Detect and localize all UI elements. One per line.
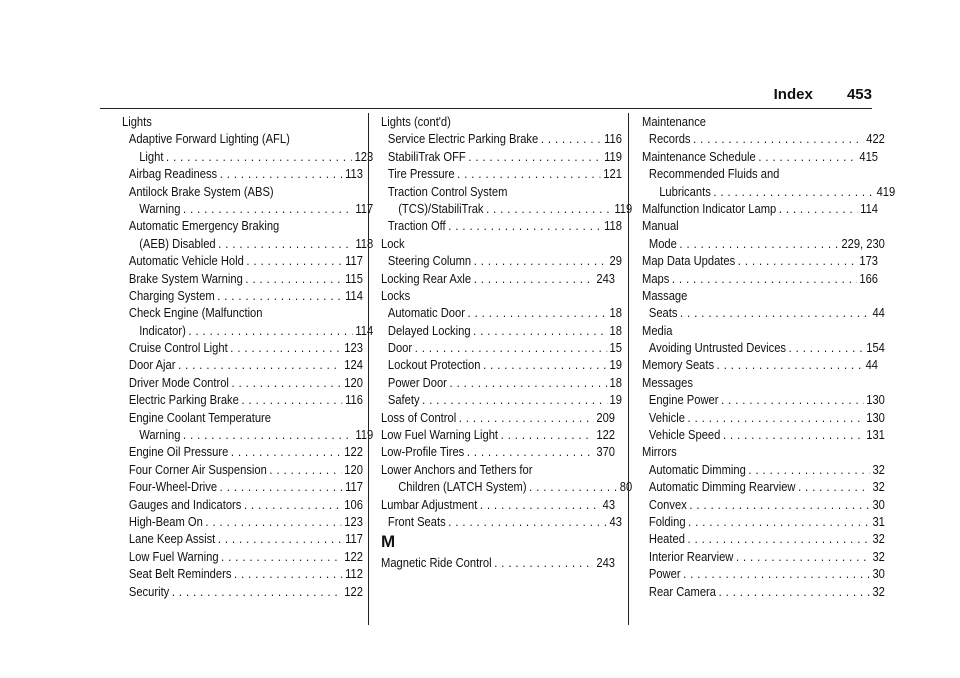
index-entry-term: Automatic Emergency Braking [128, 218, 280, 234]
index-entry-term: Interior Rearview [648, 548, 734, 564]
index-entry-page[interactable]: 15 [609, 340, 622, 356]
index-entry[interactable] [122, 548, 363, 565]
index-entry-term: Lock [381, 235, 405, 251]
index-entry[interactable] [381, 443, 615, 460]
index-entry-term: Warning [139, 427, 181, 443]
index-entry-term: (AEB) Disabled [139, 235, 216, 251]
index-entry[interactable] [122, 113, 356, 130]
index-entry-term: Traction Control System [387, 183, 508, 199]
index-entry[interactable] [381, 409, 615, 426]
index-entry-page[interactable]: 173 [859, 253, 879, 269]
index-entry-page[interactable]: 115 [345, 270, 363, 286]
index-entry[interactable] [381, 217, 622, 234]
index-entry[interactable] [642, 583, 885, 600]
index-entry-term: Manual [642, 218, 679, 234]
dot-leader [723, 426, 864, 443]
index-entry-term: Maintenance [642, 114, 707, 129]
index-entry[interactable] [381, 113, 615, 130]
column-divider [628, 113, 629, 625]
index-entry-page[interactable]: 30 [872, 496, 885, 512]
index-entry-term: Engine Power [648, 392, 719, 408]
index-entry-page[interactable]: 44 [865, 357, 879, 373]
dot-leader [449, 374, 606, 391]
index-entry[interactable] [642, 165, 885, 182]
index-entry-page[interactable]: 117 [345, 531, 363, 547]
dot-leader [231, 443, 342, 460]
index-entry-page[interactable]: 166 [859, 270, 879, 286]
index-entry[interactable] [642, 148, 878, 165]
index-entry[interactable] [381, 235, 615, 252]
index-entry-term: Heated [648, 531, 685, 547]
index-entry-term: Four-Wheel-Drive [128, 479, 218, 495]
index-entry-term: Power Door [387, 374, 447, 390]
index-entry[interactable] [122, 200, 373, 217]
index-entry[interactable] [642, 235, 885, 252]
dot-leader [205, 513, 341, 530]
dot-leader [422, 391, 607, 408]
index-entry[interactable] [381, 513, 622, 530]
index-entry-term: Rear Camera [648, 583, 716, 599]
index-entry[interactable] [122, 322, 373, 339]
index-entry[interactable] [642, 530, 885, 547]
index-entry[interactable] [122, 130, 363, 147]
index-entry-page[interactable]: 114 [860, 200, 879, 216]
index-entry-page[interactable]: 120 [344, 461, 363, 477]
index-entry[interactable] [642, 461, 885, 478]
index-entry-term: Loss of Control [381, 409, 457, 425]
index-entry[interactable] [381, 391, 622, 408]
index-entry-term: Maintenance Schedule [642, 148, 756, 164]
index-entry[interactable] [642, 391, 885, 408]
dot-leader [672, 270, 857, 287]
index-entry-term: Records [648, 131, 691, 147]
dot-leader [474, 270, 594, 287]
index-entry-term: Traction Off [387, 218, 446, 234]
index-entry-page[interactable]: 116 [345, 392, 363, 408]
index-entry-page[interactable]: 209 [596, 409, 616, 425]
index-column-2 [381, 113, 633, 572]
index-entry-term: Recommended Fluids and [648, 166, 780, 182]
index-entry-page[interactable]: 18 [609, 322, 622, 338]
index-entry-term: Warning [139, 200, 181, 216]
dot-leader [415, 339, 607, 356]
dot-leader [494, 554, 594, 571]
index-entry-page[interactable]: 229, 230 [841, 235, 885, 251]
dot-leader [172, 583, 342, 600]
index-entry[interactable] [642, 270, 878, 287]
index-entry-term: Convex [648, 496, 687, 512]
index-entry-page[interactable]: 31 [872, 513, 885, 529]
index-entry-page[interactable]: 117 [345, 253, 363, 269]
index-entry-page[interactable]: 32 [872, 479, 885, 495]
dot-leader [688, 530, 870, 547]
index-entry-term: Adaptive Forward Lighting (AFL) [128, 131, 290, 147]
dot-leader [483, 356, 607, 373]
index-entry[interactable] [381, 339, 622, 356]
index-entry-term: Children (LATCH System) [398, 479, 527, 495]
index-entry[interactable] [122, 304, 363, 321]
index-entry-term: Service Electric Parking Brake [387, 131, 539, 147]
index-entry[interactable] [381, 148, 622, 165]
index-entry-term: StabiliTrak OFF [387, 148, 466, 164]
index-entry[interactable] [122, 443, 363, 460]
dot-leader [232, 374, 342, 391]
index-entry[interactable] [642, 496, 885, 513]
index-entry[interactable] [642, 409, 885, 426]
index-entry-term: Map Data Updates [642, 253, 736, 269]
index-entry-page[interactable]: 19 [609, 392, 622, 408]
dot-leader [679, 235, 838, 252]
index-entry-term: Vehicle Speed [648, 427, 721, 443]
header-rule [100, 108, 872, 109]
index-entry-page[interactable]: 106 [344, 496, 363, 512]
index-entry[interactable] [122, 287, 363, 304]
index-entry-term: Automatic Dimming [648, 461, 746, 477]
index-entry-term: Avoiding Untrusted Devices [648, 340, 787, 356]
dot-leader [736, 548, 870, 565]
index-entry-page[interactable]: 30 [872, 566, 885, 582]
index-entry-page[interactable]: 123 [354, 148, 374, 164]
index-entry[interactable] [381, 200, 632, 217]
index-entry[interactable] [122, 165, 363, 182]
index-entry-page[interactable]: 243 [596, 270, 616, 286]
index-entry-term: Low-Profile Tires [381, 444, 465, 460]
dot-leader [789, 339, 864, 356]
index-entry[interactable] [642, 304, 885, 321]
index-entry[interactable] [381, 426, 615, 443]
index-entry-term: Vehicle [648, 409, 685, 425]
index-entry-page[interactable]: 118 [604, 218, 622, 234]
index-entry-term: Seat Belt Reminders [128, 566, 232, 582]
index-entry-term: Safety [387, 392, 420, 408]
index-entry-page[interactable]: 123 [344, 340, 363, 356]
dot-leader [688, 513, 870, 530]
index-entry-page[interactable]: 80 [619, 479, 633, 495]
index-entry[interactable] [122, 356, 363, 373]
index-entry-term: Mode [648, 235, 677, 251]
dot-leader [721, 391, 864, 408]
index-entry[interactable] [122, 339, 363, 356]
index-entry-term: Electric Parking Brake [128, 392, 239, 408]
index-entry-term: Lumbar Adjustment [381, 496, 478, 512]
index-entry[interactable] [122, 148, 373, 165]
index-entry[interactable] [642, 443, 878, 460]
index-entry[interactable] [122, 183, 363, 200]
dot-leader [689, 496, 870, 513]
index-entry-term: Four Corner Air Suspension [128, 461, 267, 477]
index-entry-term: Driver Mode Control [128, 374, 229, 390]
index-entry-term: Media [642, 322, 673, 338]
index-entry-term: Low Fuel Warning Light [381, 427, 499, 443]
index-entry-term: Automatic Dimming Rearview [648, 479, 796, 495]
index-entry[interactable] [381, 165, 622, 182]
index-entry-page[interactable]: 43 [602, 496, 616, 512]
dot-leader [183, 200, 353, 217]
dot-leader [474, 252, 607, 269]
index-entry[interactable] [642, 200, 878, 217]
index-entry[interactable] [381, 183, 622, 200]
index-entry-page[interactable]: 415 [859, 148, 879, 164]
dot-leader [486, 200, 612, 217]
index-entry-term: Mirrors [642, 444, 677, 460]
index-entry-term: Gauges and Indicators [128, 496, 242, 512]
index-entry[interactable] [642, 252, 878, 269]
index-entry[interactable] [381, 304, 622, 321]
index-entry[interactable] [642, 478, 885, 495]
index-entry-term: Massage [642, 287, 688, 303]
index-entry-page[interactable]: 32 [872, 531, 885, 547]
index-entry-page[interactable]: 114 [345, 287, 363, 303]
index-column-1 [122, 113, 374, 600]
index-entry-term: Airbag Readiness [128, 166, 218, 182]
dot-leader [758, 148, 856, 165]
index-entry[interactable] [122, 513, 363, 530]
index-entry-term: Lights (cont'd) [381, 114, 451, 129]
index-entry-term: Low Fuel Warning [128, 548, 219, 564]
index-entry[interactable] [381, 287, 615, 304]
dot-leader [183, 426, 353, 443]
index-entry-page[interactable]: 18 [609, 374, 622, 390]
index-entry-page[interactable]: 117 [355, 200, 374, 216]
index-entry-page[interactable]: 18 [609, 305, 622, 321]
dot-leader [748, 461, 870, 478]
index-entry-term: Cruise Control Light [128, 340, 228, 356]
index-entry[interactable] [122, 565, 363, 582]
index-entry-term: Memory Seats [642, 357, 715, 373]
index-entry-page[interactable]: 121 [603, 166, 622, 182]
section-title: Index [773, 86, 813, 103]
index-entry[interactable] [381, 478, 632, 495]
index-entry[interactable] [122, 583, 363, 600]
dot-leader [541, 130, 602, 147]
index-entry-term: Maps [642, 270, 670, 286]
dot-leader [166, 148, 352, 165]
index-entry-term: Brake System Warning [128, 270, 243, 286]
dot-leader [245, 270, 342, 287]
dot-leader [234, 565, 343, 582]
dot-leader [188, 322, 352, 339]
index-letter-heading: M [381, 532, 396, 552]
index-entry-page[interactable]: 119 [614, 200, 633, 216]
page-number: 453 [846, 86, 872, 103]
index-entry-term: Seats [648, 305, 678, 321]
index-entry-term: Lights [122, 114, 152, 129]
index-entry-term: Check Engine (Malfunction [128, 305, 263, 321]
index-entry[interactable] [642, 426, 885, 443]
index-entry-page[interactable]: 116 [604, 131, 622, 147]
index-entry-term: Light [139, 148, 164, 164]
index-entry[interactable] [381, 130, 622, 147]
dot-leader [680, 304, 870, 321]
index-entry-term: Steering Column [387, 253, 472, 269]
dot-leader [457, 165, 601, 182]
dot-leader [220, 165, 343, 182]
index-entry-page[interactable]: 19 [609, 357, 622, 373]
index-entry-page[interactable]: 419 [876, 183, 896, 199]
index-entry-term: Lane Keep Assist [128, 531, 216, 547]
column-divider [368, 113, 369, 625]
dot-leader [467, 443, 594, 460]
dot-leader [178, 356, 342, 373]
index-entry[interactable] [642, 513, 885, 530]
index-entry-term: Tire Pressure [387, 166, 455, 182]
index-entry[interactable] [642, 565, 885, 582]
index-entry[interactable] [122, 496, 363, 513]
dot-leader [468, 304, 607, 321]
index-entry[interactable] [122, 530, 363, 547]
index-entry-page[interactable]: 114 [355, 322, 374, 338]
dot-leader [269, 461, 341, 478]
index-entry-term: High-Beam On [128, 513, 203, 529]
dot-leader [683, 565, 870, 582]
index-entry-page[interactable]: 122 [344, 548, 363, 564]
index-entry-term: Engine Coolant Temperature [128, 409, 272, 425]
index-entry-page[interactable]: 119 [604, 148, 622, 164]
index-entry-term: Charging System [128, 287, 215, 303]
dot-leader [244, 496, 342, 513]
index-entry-page[interactable]: 122 [344, 444, 363, 460]
dot-leader [218, 235, 353, 252]
index-entry-page[interactable]: 422 [866, 131, 885, 147]
index-entry-page[interactable]: 123 [344, 513, 363, 529]
dot-leader [713, 183, 874, 200]
index-entry[interactable] [642, 374, 878, 391]
index-entry-page[interactable]: 130 [866, 392, 885, 408]
index-entry-term: Lower Anchors and Tethers for [381, 461, 533, 477]
index-entry-page[interactable]: 122 [596, 427, 616, 443]
index-entry-page[interactable]: 32 [872, 583, 885, 599]
index-entry[interactable] [381, 461, 615, 478]
index-entry-page[interactable]: 370 [596, 444, 616, 460]
index-entry-page[interactable]: 119 [355, 427, 374, 443]
page-header [774, 86, 872, 103]
index-entry[interactable] [381, 252, 622, 269]
index-entry-page[interactable]: 124 [344, 357, 363, 373]
dot-leader [693, 130, 864, 147]
dot-leader [230, 339, 341, 356]
index-column-3 [642, 113, 896, 600]
dot-leader [779, 200, 858, 217]
dot-leader [717, 356, 863, 373]
index-entry[interactable] [122, 270, 363, 287]
index-entry-page[interactable]: 29 [609, 253, 622, 269]
index-entry-page[interactable]: 32 [872, 548, 885, 564]
index-entry[interactable] [642, 356, 878, 373]
index-entry-page[interactable]: 243 [596, 555, 616, 571]
index-entry[interactable] [122, 391, 363, 408]
dot-leader [459, 409, 594, 426]
dot-leader [221, 548, 342, 565]
index-entry[interactable] [381, 374, 622, 391]
index-entry-page[interactable]: 113 [345, 166, 363, 182]
index-entry-page[interactable]: 43 [609, 513, 622, 529]
index-entry-term: Messages [642, 374, 693, 390]
index-entry-term: Lubricants [659, 183, 711, 199]
dot-leader [220, 478, 343, 495]
index-entry-term: Security [128, 583, 170, 599]
index-entry-term: Delayed Locking [387, 322, 471, 338]
dot-leader [719, 583, 870, 600]
index-entry[interactable] [122, 235, 373, 252]
dot-leader [529, 478, 617, 495]
index-entry-page[interactable]: 131 [866, 427, 885, 443]
index-entry[interactable] [122, 409, 363, 426]
index-entry-page[interactable]: 32 [872, 461, 885, 477]
dot-leader [241, 391, 342, 408]
index-entry[interactable] [381, 496, 615, 513]
index-entry-term: Front Seats [387, 513, 446, 529]
index-entry-page[interactable]: 120 [344, 374, 363, 390]
index-entry[interactable] [642, 183, 895, 200]
index-entry-term: Indicator) [139, 322, 186, 338]
dot-leader [738, 252, 857, 269]
dot-leader [688, 409, 864, 426]
index-entry[interactable] [122, 374, 363, 391]
index-entry[interactable] [642, 217, 878, 234]
index-entry[interactable] [381, 554, 615, 571]
index-entry-term: Magnetic Ride Control [381, 555, 492, 571]
index-entry[interactable] [122, 461, 363, 478]
index-entry-term: (TCS)/StabiliTrak [398, 200, 484, 216]
dot-leader [501, 426, 594, 443]
index-entry-page[interactable]: 130 [866, 409, 885, 425]
dot-leader [468, 148, 601, 165]
index-entry-page[interactable]: 44 [872, 305, 885, 321]
dot-leader [480, 496, 600, 513]
index-entry-term: Locking Rear Axle [381, 270, 472, 286]
index-entry-page[interactable]: 112 [345, 566, 363, 582]
index-entry-page[interactable]: 117 [345, 479, 363, 495]
index-entry[interactable] [122, 217, 363, 234]
index-entry-term: Power [648, 566, 681, 582]
index-entry-term: Door Ajar [128, 357, 176, 373]
index-entry[interactable] [381, 356, 622, 373]
index-entry-term: Lockout Protection [387, 357, 481, 373]
index-entry-term: Folding [648, 513, 686, 529]
dot-leader [246, 252, 342, 269]
index-entry-page[interactable]: 122 [344, 583, 363, 599]
index-entry-page[interactable]: 118 [355, 235, 374, 251]
dot-leader [218, 530, 343, 547]
index-entry[interactable] [642, 130, 885, 147]
dot-leader [448, 217, 601, 234]
index-entry[interactable] [122, 426, 373, 443]
index-entry[interactable] [642, 322, 878, 339]
index-entry[interactable] [642, 548, 885, 565]
dot-leader [217, 287, 342, 304]
index-entry[interactable] [642, 287, 878, 304]
index-entry-term: Engine Oil Pressure [128, 444, 229, 460]
index-entry[interactable] [642, 113, 878, 130]
index-entry-page[interactable]: 154 [866, 340, 885, 356]
index-entry-term: Automatic Door [387, 305, 465, 321]
index-entry[interactable] [642, 339, 885, 356]
index-entry[interactable] [122, 252, 363, 269]
index-entry-term: Malfunction Indicator Lamp [642, 200, 777, 216]
index-entry[interactable] [122, 478, 363, 495]
dot-leader [798, 478, 870, 495]
index-entry[interactable] [381, 322, 622, 339]
index-entry-term: Locks [381, 287, 411, 303]
index-entry-term: Door [387, 340, 413, 356]
dot-leader [448, 513, 607, 530]
index-entry-term: Antilock Brake System (ABS) [128, 183, 274, 199]
index-entry-term: Automatic Vehicle Hold [128, 253, 244, 269]
index-entry[interactable] [381, 270, 615, 287]
dot-leader [473, 322, 607, 339]
